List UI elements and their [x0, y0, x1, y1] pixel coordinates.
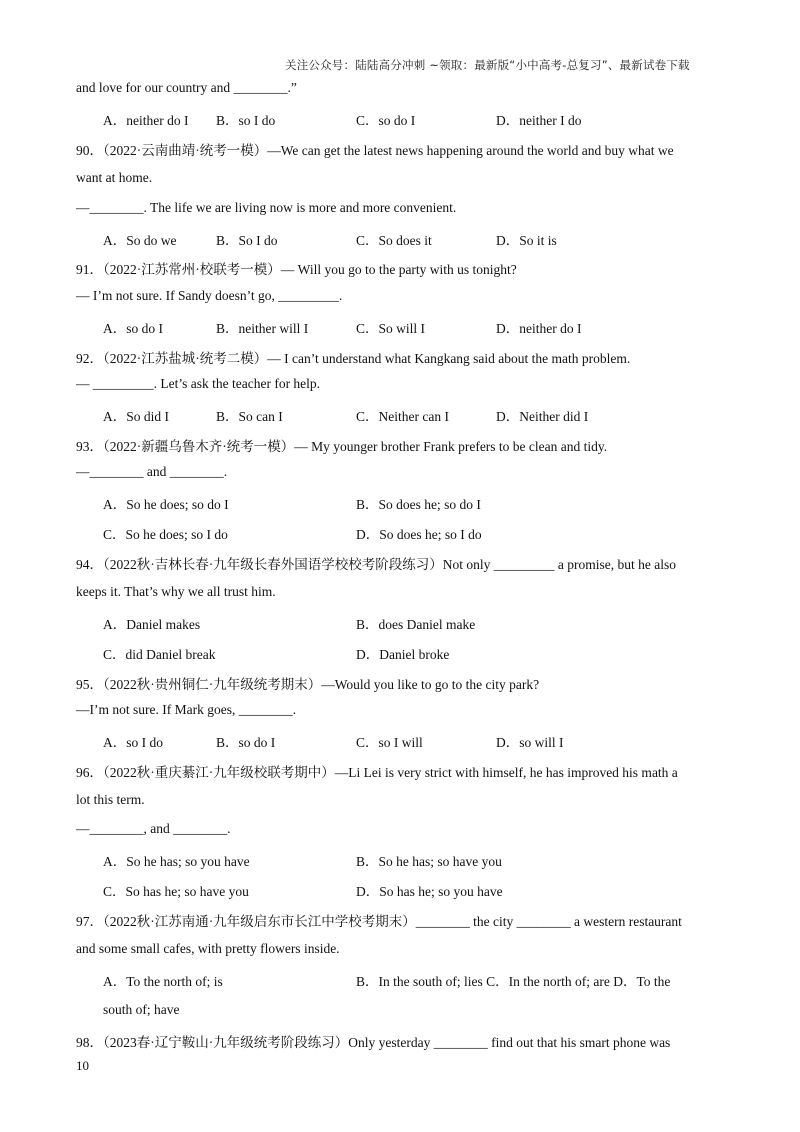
- option-b: B．So can I: [216, 409, 283, 424]
- option-b: B．neither will I: [216, 321, 309, 336]
- question-text-line: —I’m not sure. If Mark goes, ________.: [76, 702, 297, 717]
- option-a: A．So he has; so you have: [103, 854, 250, 869]
- question-text-line: want at home.: [76, 170, 153, 185]
- option-a: A．So he does; so do I: [103, 497, 229, 512]
- option-d: D．neither do I: [496, 321, 582, 336]
- question-text-line: and love for our country and ________.”: [76, 80, 297, 95]
- option-c: C．So will I: [356, 321, 426, 336]
- option-d: D．Daniel broke: [356, 647, 450, 662]
- option-b: B．So does he; so do I: [356, 497, 481, 512]
- option-a: A．Daniel makes: [103, 617, 201, 632]
- page-header-banner: 关注公众号：陆陆高分冲刺 ~领取：最新版“小中高考-总复习”、最新试卷下载: [285, 58, 690, 72]
- question-98-stem: 98．（2023春·辽宁鞍山·九年级统考阶段练习）Only yesterday ________ find out that his smart phone was: [76, 1035, 671, 1050]
- question-text-line: and some small cafes, with pretty flowers inside.: [76, 941, 340, 956]
- option-a: A．So did I: [103, 409, 170, 424]
- option-c: C．So has he; so have you: [103, 884, 249, 899]
- option-d: D．So has he; so you have: [356, 884, 503, 899]
- question-text-line: — _________. Let’s ask the teacher for help.: [76, 376, 321, 391]
- option-c: C．so do I: [356, 113, 416, 128]
- question-91-stem: 91．（2022·江苏常州·校联考一模）— Will you go to the party with us tonight?: [76, 262, 517, 277]
- question-92-stem: 92．（2022·江苏盐城·统考二模）— I can’t understand what Kangkang said about the math problem.: [76, 351, 631, 366]
- option-b: B．does Daniel make: [356, 617, 476, 632]
- question-text-line: —________, and ________.: [76, 821, 231, 836]
- option-b: B．So he has; so have you: [356, 854, 502, 869]
- option-a: A．So do we: [103, 233, 177, 248]
- option-b: B．So I do: [216, 233, 278, 248]
- option-a: A．so do I: [103, 321, 163, 336]
- option-a: A．neither do I: [103, 113, 189, 128]
- question-93-stem: 93．（2022·新疆乌鲁木齐·统考一模）— My younger brother Frank prefers to be clean and tidy.: [76, 439, 608, 454]
- option-c: C．so I will: [356, 735, 423, 750]
- page-number: 10: [76, 1058, 89, 1073]
- option-d-wrap: south of; have: [103, 1002, 180, 1017]
- question-text-line: — I’m not sure. If Sandy doesn’t go, _________.: [76, 288, 343, 303]
- option-d: D．neither I do: [496, 113, 582, 128]
- question-90-stem: 90．（2022·云南曲靖·统考一模）—We can get the latest news happening around the world and buy what we: [76, 143, 674, 158]
- question-text-line: lot this term.: [76, 792, 145, 807]
- option-d: D．So does he; so I do: [356, 527, 482, 542]
- option-c: C．did Daniel break: [103, 647, 216, 662]
- option-b: B．so I do: [216, 113, 276, 128]
- option-b: B．so do I: [216, 735, 276, 750]
- options-bcd: B．In the south of; lies C．In the north of; are D．To the: [356, 974, 671, 989]
- question-94-stem: 94．（2022秋·吉林长春·九年级长春外国语学校校考阶段练习）Not only _________ a promise, but he also: [76, 557, 676, 572]
- question-text-line: —________ and ________.: [76, 464, 228, 479]
- question-97-stem: 97．（2022秋·江苏南通·九年级启东市长江中学校考期末）________ the city ________ a western restaurant: [76, 914, 682, 929]
- option-a: A．To the north of; is: [103, 974, 223, 989]
- question-text-line: —________. The life we are living now is more and more convenient.: [76, 200, 457, 215]
- option-a: A．so I do: [103, 735, 163, 750]
- option-d: D．So it is: [496, 233, 557, 248]
- option-c: C．So does it: [356, 233, 432, 248]
- option-c: C．So he does; so I do: [103, 527, 228, 542]
- option-d: D．Neither did I: [496, 409, 589, 424]
- option-c: C．Neither can I: [356, 409, 449, 424]
- question-text-line: keeps it. That’s why we all trust him.: [76, 584, 276, 599]
- question-96-stem: 96．（2022秋·重庆綦江·九年级校联考期中）—Li Lei is very strict with himself, he has improved his math a: [76, 765, 678, 780]
- question-95-stem: 95．（2022秋·贵州铜仁·九年级统考期末）—Would you like to go to the city park?: [76, 677, 540, 692]
- option-d: D．so will I: [496, 735, 564, 750]
